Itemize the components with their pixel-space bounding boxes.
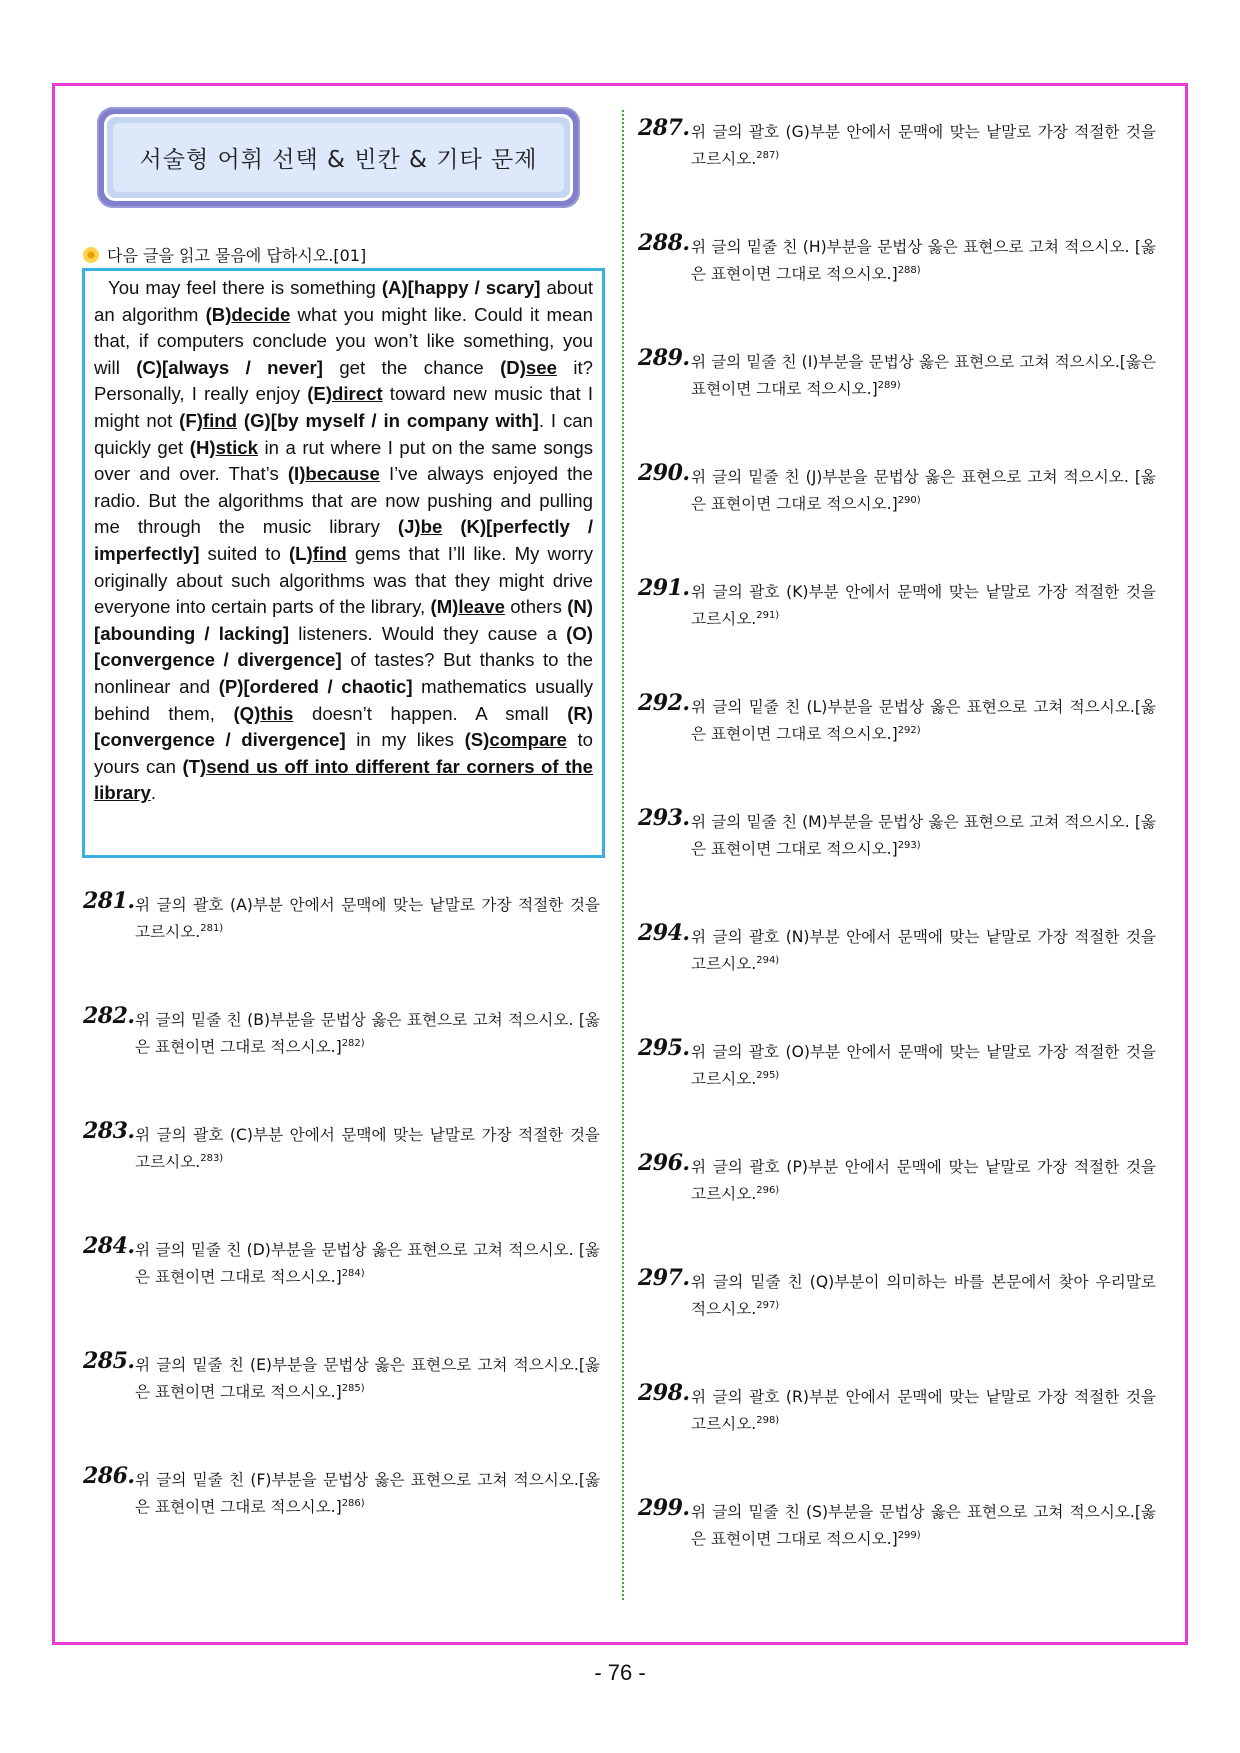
column-divider [622,110,624,1600]
page-number: - 76 - [594,1660,646,1685]
section-title-box [97,107,580,208]
flower-icon [83,247,99,263]
instruction-text: 다음 글을 읽고 물음에 답하시오.[01] [107,246,367,265]
reading-passage: You may feel there is something (A)[happy / scary] about an algorithm (B)decide what you might like. Could it mean that, if computers conclude you won’t like something, you will (C)[always / never] get the chance (D)see it? Personally, I really enjoy (E)direct toward new music that I might not (F)find (G)[by myself / in company with]. I can quickly get (H)stick in a rut where I put on the same songs over and over. That’s (I)because I’ve always enjoyed the radio. But the algorithms that are now pushing and pulling me through the music library (J)be (K)[perfectly / imperfectly] suited to (L)find gems that I’ll like. My worry originally about such algorithms was that they might drive everyone into certain parts of the library, (M)leave others (N)[abounding / lacking] listeners. Would they cause a (O)[convergence / divergence] of tastes? But thanks to the nonlinear and (P)[ordered / chaotic] mathematics usually behind them, (Q)this doesn’t happen. A small (R)[convergence / divergence] in my likes (S)compare to yours can (T)send us off into different far corners of the library. [82,268,605,858]
section-title: 서술형 어휘 선택 & 빈칸 & 기타 문제 [113,123,564,192]
instruction [83,243,366,266]
